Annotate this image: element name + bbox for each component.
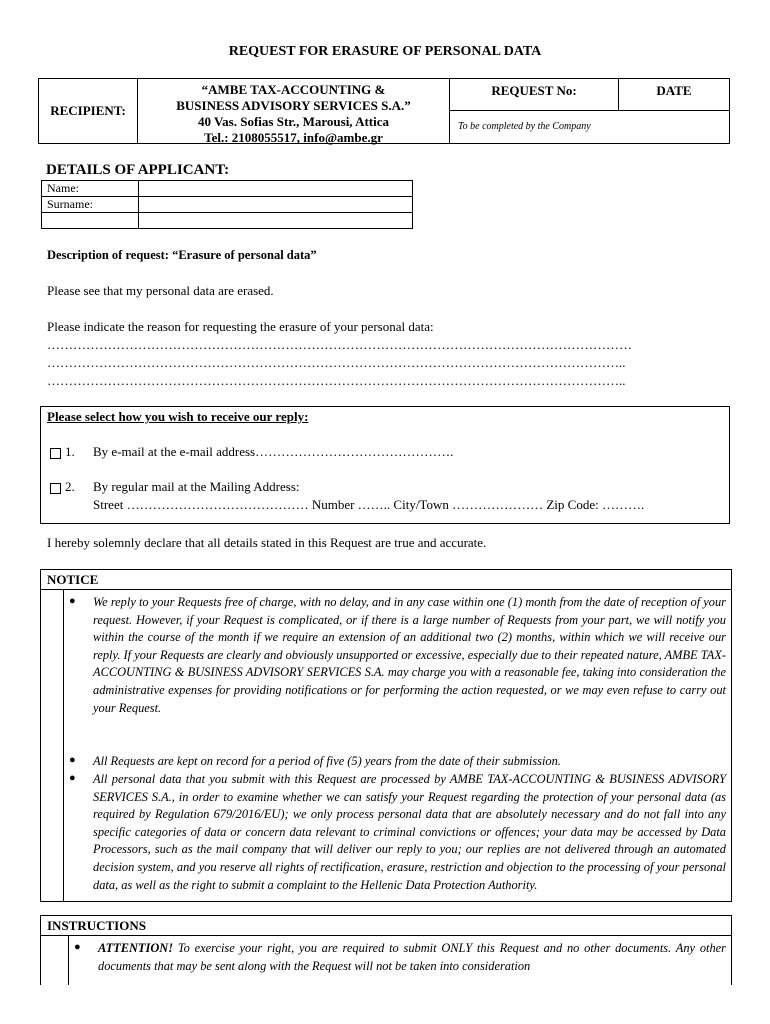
declaration: I hereby solemnly declare that all details stated in this Request are true and accurate. xyxy=(47,535,487,550)
notice-item: We reply to your Requests free of charge, with no delay, and in any case within one (1) month from the date of reception of your request. However, if your Request is complicated, or if there is a large number of Requests from your part, we will notify you within the course of the month if we require an extension of an additional two (2) months, within which we will receive our reply. If your Requests are clearly and obviously unsupported or excessive, especially due to their repeated nature, AMBE TAX-ACCOUNTING & BUSINESS ADVISORY SERVICES S.A. may charge you with a reasonable fee, taking into consideration the administrative expenses for providing notifications or for performing the action requested, or we may even refuse to carry out your Request. xyxy=(93,595,726,715)
description-heading: Description of request: “Erasure of personal data” xyxy=(47,248,317,262)
extra-field[interactable] xyxy=(139,213,413,229)
recipient-company xyxy=(138,79,450,143)
erasure-statement: Please see that my personal data are erased. xyxy=(47,283,274,298)
instructions-heading: INSTRUCTIONS xyxy=(41,916,731,936)
instructions-box xyxy=(40,915,732,985)
attention-label: ATTENTION! xyxy=(98,941,174,955)
email-option-label: By e-mail at the e-mail address………………………………………. xyxy=(93,444,454,459)
reason-line[interactable]: ……………………………………………………………………………………………………………………… xyxy=(47,337,632,352)
reply-method-box xyxy=(40,406,730,524)
instructions-text: To exercise your right, you are required to submit ONLY this Request and no other documents. Any other documents that may be sent along with the Request will not be taken into consideration xyxy=(98,941,726,973)
option-number: 2. xyxy=(65,479,75,494)
name-label: Name: xyxy=(42,181,139,197)
recipient-label: RECIPIENT: xyxy=(39,79,138,143)
reply-heading: Please select how you wish to receive our reply: xyxy=(47,409,309,424)
date-label: DATE xyxy=(619,79,729,111)
bullet-icon: ● xyxy=(69,595,76,607)
option-number: 1. xyxy=(65,444,75,459)
notice-box xyxy=(40,569,732,902)
document-title: REQUEST FOR ERASURE OF PERSONAL DATA xyxy=(228,44,542,59)
surname-label: Surname: xyxy=(42,197,139,213)
applicant-heading: DETAILS OF APPLICANT: xyxy=(46,162,230,178)
company-note: To be completed by the Company xyxy=(458,121,591,132)
bullet-icon: ● xyxy=(74,941,81,953)
reason-line[interactable]: …………………………………………………………………………………………………………………….. xyxy=(47,355,626,370)
surname-field[interactable] xyxy=(139,197,413,213)
company-line: Tel.: 2108055517, info@ambe.gr xyxy=(204,130,383,145)
recipient-table xyxy=(38,78,730,144)
table-row xyxy=(42,213,413,229)
bullet-icon: ● xyxy=(69,754,76,766)
table-row xyxy=(42,197,413,213)
bullet-icon: ● xyxy=(69,772,76,784)
reason-line[interactable]: …………………………………………………………………………………………………………………….. xyxy=(47,373,626,388)
name-field[interactable] xyxy=(139,181,413,197)
notice-heading: NOTICE xyxy=(41,570,731,590)
mail-option-checkbox[interactable] xyxy=(50,483,61,494)
table-row xyxy=(42,181,413,197)
extra-label xyxy=(42,213,139,229)
mail-address-line[interactable]: Street …………………………………… Number …….. City/Town ………………… Zip Code: ………. xyxy=(93,497,645,512)
instructions-item xyxy=(98,940,726,975)
notice-item: All personal data that you submit with this Request are processed by AMBE TAX-ACCOUNTING & BUSINESS ADVISORY SERVICES S.A., in order to examine whether we can satisfy your Request regarding the protection of your personal data (as required by Regulation 679/2016/EU); we only process personal data that are absolutely necessary and do not fall into any specific categories of data or concern data relevant to criminal convictions or offences; your data may be accessed by Data Processors, such as the mail company that will deliver our reply to you; our replies are not delivered through an automated decision system, and you reserve all rights of rectification, erasure, restriction and objection to the processing of your personal data, as well as the right to submit a complaint to the Hellenic Data Protection Authority. xyxy=(93,772,726,892)
applicant-table xyxy=(41,180,413,229)
email-option-checkbox[interactable] xyxy=(50,448,61,459)
company-line: 40 Vas. Sofias Str., Marousi, Attica xyxy=(197,114,390,129)
notice-item: All Requests are kept on record for a period of five (5) years from the date of their submission. xyxy=(93,754,561,768)
mail-option-label: By regular mail at the Mailing Address: xyxy=(93,479,300,494)
reason-prompt: Please indicate the reason for requesting the erasure of your personal data: xyxy=(47,319,434,334)
request-number-label: REQUEST No: xyxy=(450,79,619,111)
company-line: BUSINESS ADVISORY SERVICES S.A.” xyxy=(176,98,411,113)
company-line: “AMBE TAX-ACCOUNTING & xyxy=(201,82,386,97)
